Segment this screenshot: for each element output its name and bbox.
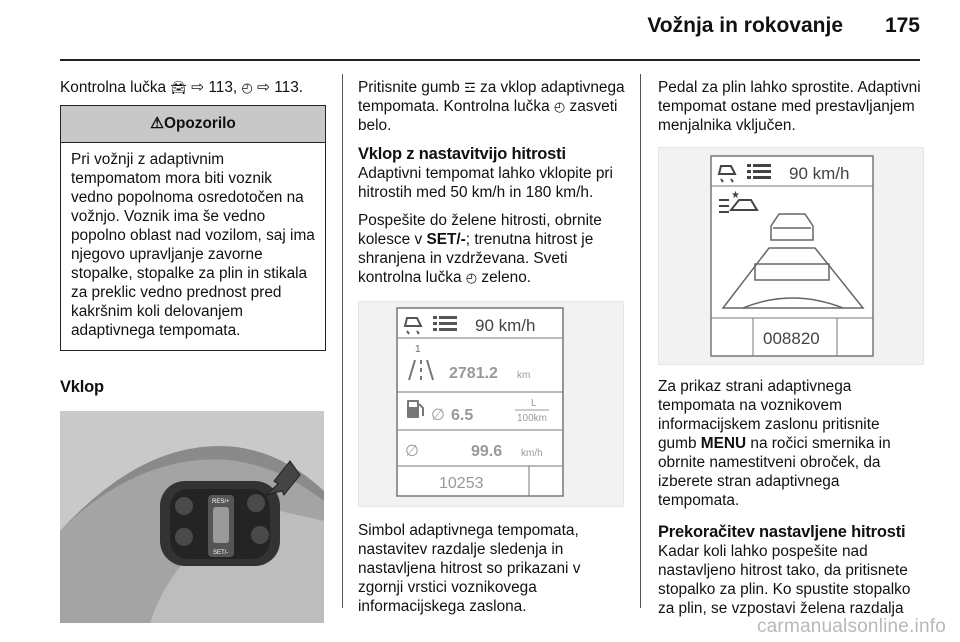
- average-symbol-icon: ∅: [405, 443, 419, 460]
- following-distance-icon: [747, 164, 771, 179]
- cruise-icon: ◴: [465, 270, 478, 285]
- column-2: [358, 78, 626, 625]
- heading-prekoracitev: Prekoračitev nastavljene hitrosti: [658, 523, 906, 541]
- paragraph: Kadar koli lahko pospešite nad nastavljeno hitrost tako, da pritisnete stopalko za plin. Ko spustite stopalko za plin, se vzpostavi želena razdalja: [658, 543, 911, 617]
- set-speed-value: 90 km/h: [475, 316, 536, 335]
- steering-wheel-photo: [60, 411, 324, 623]
- acc-page-display: [658, 147, 924, 365]
- column-divider: [640, 74, 641, 608]
- top-digit: 1: [415, 344, 421, 355]
- cruise-icon: ◴: [553, 99, 566, 114]
- watermark: carmanualsonline.info: [756, 616, 946, 637]
- column-divider: [342, 74, 343, 608]
- star-icon: ★: [731, 190, 740, 201]
- column-3: [658, 78, 922, 618]
- odometer-value: 008820: [763, 329, 820, 348]
- avg-speed-value: 99.6: [471, 443, 503, 460]
- paragraph: Za prikaz strani adaptivnega tempomata na voznikovem informacijskem zaslonu pritisnite gumb MENU na ročici smernika in obrnite namestitveni obroček, da izberete stran adaptivnega tempomata.: [658, 378, 891, 509]
- acc-button-icon: ☲: [464, 80, 476, 95]
- warning-header: [61, 106, 325, 143]
- page-number: 175: [884, 14, 920, 37]
- warning-body: Pri vožnji z adaptivnim tempomatom mora biti voznik vedno popolnoma osredotočen na vožnjo. Voznik ima še vedno popolno oblast nad vozilom, saj ima njegovo upravljanje zavorne stopalke, stopalke za plin in stikala za preklic vedno prednost pred kakršnim koli delovanjem adaptivnega tempomata.: [71, 151, 315, 339]
- ref-arrow-icon: ⇨: [252, 79, 270, 96]
- fuel-unit-bottom: 100km: [517, 413, 548, 424]
- fuel-value: 6.5: [451, 407, 474, 424]
- range-unit: km: [517, 370, 531, 381]
- warning-title: Opozorilo: [163, 115, 236, 132]
- paragraph: Adaptivni tempomat lahko vklopite pri hitrostih med 50 km/h in 180 km/h.: [358, 165, 613, 201]
- fuel-unit-top: L: [531, 398, 537, 409]
- following-distance-icon: [433, 316, 457, 331]
- odometer-value: 10253: [439, 475, 484, 492]
- driver-info-display: [358, 301, 624, 507]
- section-title-vklop: Vklop: [60, 378, 104, 396]
- ref-arrow-icon: ⇨: [186, 79, 205, 96]
- car-icon: 🚘︎: [170, 80, 187, 95]
- paragraph: Pritisnite gumb ☲ za vklop adaptivnega tempomata. Kontrolna lučka ◴ zasveti belo.: [358, 79, 625, 134]
- warning-box: [60, 105, 326, 351]
- header-rule: [60, 59, 920, 61]
- range-value: 2781.2: [449, 365, 498, 382]
- cruise-icon: ◴: [241, 80, 253, 95]
- set-label: SET/-: [213, 550, 229, 556]
- warning-triangle-icon: ⚠: [150, 115, 164, 132]
- heading-vklop-hitrosti: Vklop z nastavitvijo hitrosti: [358, 145, 566, 163]
- avg-speed-unit: km/h: [521, 448, 543, 459]
- column-1: [60, 78, 326, 623]
- header-title: Vožnja in rokovanje: [647, 14, 843, 37]
- res-label: RES/+: [212, 499, 230, 505]
- paragraph: Pospešite do želene hitrosti, obrnite kolesce v SET/-; trenutna hitrost je shranjena in vzdrževana. Sveti kontrolna lučka ◴ zeleno.: [358, 212, 602, 286]
- average-symbol-icon: ∅: [431, 407, 445, 424]
- paragraph: Pedal za plin lahko sprostite. Adaptivni tempomat ostane med prestavljanjem menjalnika vključen.: [658, 79, 921, 134]
- set-speed-value: 90 km/h: [789, 164, 850, 183]
- paragraph: Simbol adaptivnega tempomata, nastavitev razdalje sledenja in nastavljena hitrost so prikazani v zgornji vrstici voznikovega informacijskega zaslona.: [358, 522, 581, 615]
- intro-line: Kontrolna lučka 🚘︎ ⇨ 113, ◴ ⇨ 113.: [60, 79, 304, 96]
